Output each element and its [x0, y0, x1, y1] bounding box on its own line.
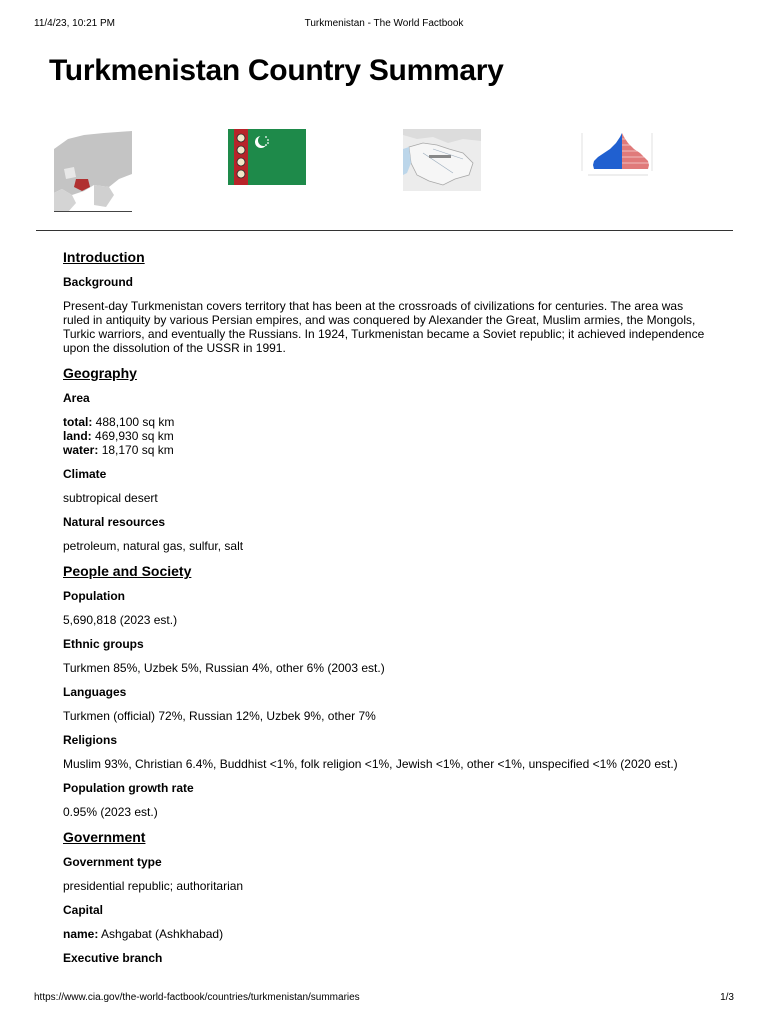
flag-image[interactable] — [228, 129, 306, 185]
field-title-natural-resources: Natural resources — [63, 515, 166, 529]
area-total-label: total: — [63, 415, 93, 429]
field-title-capital: Capital — [63, 903, 104, 917]
area-land-value: 469,930 sq km — [95, 429, 174, 443]
field-title-area: Area — [63, 391, 90, 405]
field-text-background: Present-day Turkmenistan covers territory that has been at the crossroads of civilizations for centuries. The area was ruled in antiquity by various Persian empires, and was conquered by Alexander the Great, Muslim armies, the Mongols, Turkic warriors, and eventually the Russians. In 1924, Turkmenistan became a Soviet republic; it achieved independence upon the dissolution of the USSR in 1991. — [63, 299, 705, 355]
area-water-label: water: — [63, 443, 99, 457]
field-title-executive-branch: Executive branch — [63, 951, 163, 965]
field-title-ethnic-groups: Ethnic groups — [63, 637, 144, 651]
print-page-title: Turkmenistan - The World Factbook — [304, 18, 464, 29]
area-water-value: 18,170 sq km — [101, 443, 174, 457]
field-text-climate: subtropical desert — [63, 491, 158, 505]
field-title-background: Background — [63, 275, 134, 289]
country-map-image[interactable] — [403, 129, 481, 191]
field-text-natural-resources: petroleum, natural gas, sulfur, salt — [63, 539, 244, 553]
field-title-population-growth-rate: Population growth rate — [63, 781, 194, 795]
field-text-ethnic-groups: Turkmen 85%, Uzbek 5%, Russian 4%, other 6% (2003 est.) — [63, 661, 385, 675]
field-text-religions: Muslim 93%, Christian 6.4%, Buddhist <1%, folk religion <1%, Jewish <1%, other <1%, unspecified <1% (2020 est.) — [63, 757, 678, 771]
field-text-languages: Turkmen (official) 72%, Russian 12%, Uzbek 9%, other 7% — [63, 709, 376, 723]
field-text-capital — [63, 927, 713, 941]
capital-name-value: Ashgabat (Ashkhabad) — [101, 927, 224, 941]
field-title-languages: Languages — [63, 685, 127, 699]
field-title-government-type: Government type — [63, 855, 162, 869]
page-number: 1/3 — [720, 992, 734, 1003]
page-title: Turkmenistan Country Summary — [49, 54, 504, 87]
field-title-religions: Religions — [63, 733, 118, 747]
print-header — [34, 18, 734, 32]
print-url[interactable]: https://www.cia.gov/the-world-factbook/countries/turkmenistan/summaries — [34, 992, 360, 1003]
area-total-value: 488,100 sq km — [95, 415, 175, 429]
field-text-population: 5,690,818 (2023 est.) — [63, 613, 178, 627]
field-title-climate: Climate — [63, 467, 107, 481]
print-footer — [34, 992, 734, 1006]
field-text-area — [63, 415, 713, 457]
area-land-label: land: — [63, 429, 92, 443]
field-text-population-growth-rate: 0.95% (2023 est.) — [63, 805, 158, 819]
section-geography[interactable]: Geography — [63, 365, 137, 381]
summary-content — [63, 249, 713, 975]
print-datetime: 11/4/23, 10:21 PM — [34, 18, 115, 29]
capital-name-label: name: — [63, 927, 99, 941]
section-government[interactable]: Government — [63, 829, 146, 845]
section-people-and-society[interactable]: People and Society — [63, 563, 192, 579]
locator-map-image[interactable] — [54, 129, 132, 212]
field-text-government-type: presidential republic; authoritarian — [63, 879, 244, 893]
section-introduction[interactable]: Introduction — [63, 249, 145, 265]
population-pyramid-image[interactable] — [578, 129, 656, 179]
field-title-population: Population — [63, 589, 125, 603]
header-divider — [36, 230, 733, 231]
